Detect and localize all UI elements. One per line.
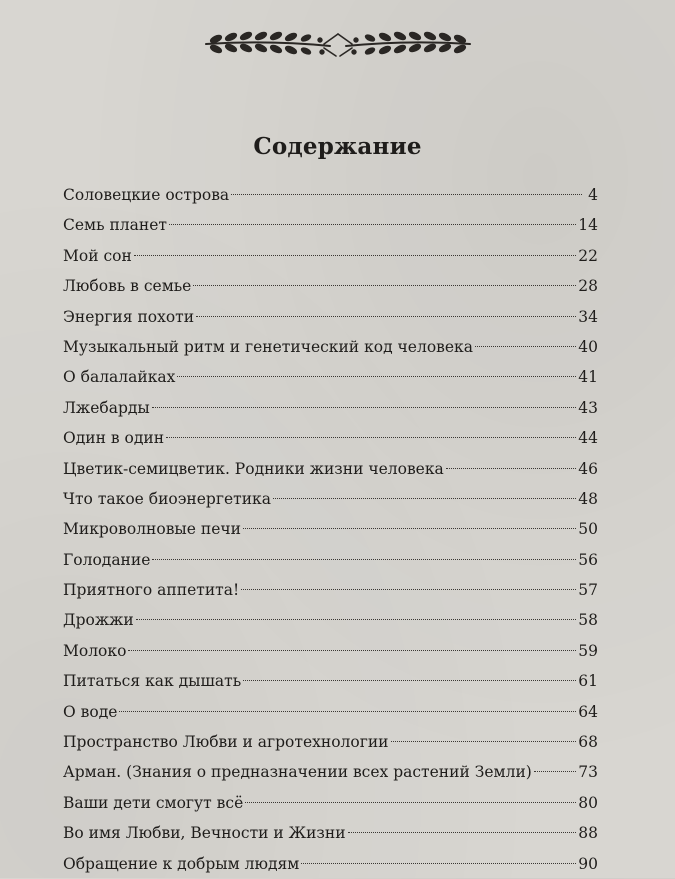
toc-entry <box>63 818 598 848</box>
toc-entry <box>63 271 598 301</box>
toc-dot-leader <box>193 285 576 286</box>
toc-entry-title: Лжебарды <box>63 398 150 417</box>
toc-entry-title: Один в один <box>63 429 165 448</box>
toc-entry-page-number: 43 <box>578 398 598 417</box>
toc-dot-leader <box>273 498 576 499</box>
toc-dot-leader <box>128 650 576 651</box>
toc-entry-title: Обращение к добрым людям <box>63 854 300 873</box>
toc-entry-page-number: 14 <box>578 216 598 235</box>
toc-entry-page-number: 80 <box>578 793 598 812</box>
page-title: Содержание <box>253 133 422 161</box>
toc-dot-leader <box>231 194 582 195</box>
toc-dot-leader <box>196 316 576 317</box>
toc-entry <box>63 454 598 484</box>
toc-entry-page-number: 50 <box>578 520 598 539</box>
toc-entry <box>63 332 598 362</box>
toc-entry <box>63 423 598 453</box>
toc-dot-leader <box>245 802 576 803</box>
toc-entry-page-number: 64 <box>578 702 598 721</box>
toc-entry-title: Энергия похоти <box>63 307 195 326</box>
toc-entry <box>63 788 598 818</box>
toc-dot-leader <box>152 559 576 560</box>
toc-entry-page-number: 88 <box>578 824 598 843</box>
toc-entry-page-number: 58 <box>578 611 598 630</box>
toc-dot-leader <box>241 589 576 590</box>
toc-entry-page-number: 57 <box>578 581 598 600</box>
toc-entry-title: О воде <box>63 702 118 721</box>
toc-dot-leader <box>177 376 576 377</box>
toc-entry <box>63 302 598 332</box>
toc-entry-page-number: 56 <box>578 550 598 569</box>
toc-entry-page-number: 4 <box>588 186 598 204</box>
toc-entry-title: Микроволновые печи <box>63 520 241 539</box>
toc-dot-leader <box>134 255 576 256</box>
toc-entry-title: Семь планет <box>63 216 167 235</box>
toc-entry-page-number: 34 <box>578 307 598 326</box>
toc-entry-title: Приятного аппетита! <box>63 581 240 600</box>
toc-entry-title: Любовь в семье <box>63 277 192 296</box>
toc-entry <box>63 393 598 423</box>
toc-entry <box>63 697 598 727</box>
toc-dot-leader <box>119 711 576 712</box>
table-of-contents <box>63 180 598 879</box>
toc-dot-leader <box>166 437 576 438</box>
toc-dot-leader <box>152 407 577 408</box>
toc-entry-page-number: 41 <box>578 368 598 387</box>
toc-dot-leader <box>446 468 576 469</box>
toc-entry-page-number: 48 <box>578 489 598 508</box>
toc-entry <box>63 757 598 787</box>
toc-entry-page-number: 46 <box>578 459 598 478</box>
toc-entry-title: Мой сон <box>63 246 132 265</box>
toc-entry-title: Питаться как дышать <box>63 672 242 691</box>
toc-entry-page-number: 90 <box>578 854 598 873</box>
toc-entry <box>63 514 598 544</box>
toc-entry-page-number: 73 <box>578 763 598 782</box>
toc-entry-title: Соловецкие острова <box>63 186 230 204</box>
toc-entry-page-number: 59 <box>578 641 598 660</box>
toc-entry-page-number: 44 <box>578 429 598 448</box>
toc-entry <box>63 362 598 392</box>
toc-entry-title: Голодание <box>63 550 151 569</box>
toc-dot-leader <box>169 224 576 225</box>
toc-dot-leader <box>136 619 577 620</box>
toc-entry-title: Что такое биоэнергетика <box>63 489 271 508</box>
toc-entry <box>63 605 598 635</box>
toc-entry <box>63 241 598 271</box>
toc-entry <box>63 727 598 757</box>
toc-entry <box>63 849 598 879</box>
toc-dot-leader <box>243 528 576 529</box>
toc-entry <box>63 545 598 575</box>
toc-entry-title: Молоко <box>63 641 127 660</box>
toc-dot-leader <box>475 346 576 347</box>
toc-entry-title: Цветик-семицветик. Родники жизни человека <box>63 459 444 478</box>
toc-entry-title: Пространство Любви и агротехнологии <box>63 733 389 752</box>
laurel-ornament-icon <box>0 22 675 62</box>
toc-entry <box>63 484 598 514</box>
toc-entry-page-number: 22 <box>578 246 598 265</box>
toc-entry-title: Дрожжи <box>63 611 134 630</box>
toc-entry-page-number: 61 <box>578 672 598 691</box>
toc-entry <box>63 210 598 240</box>
toc-dot-leader <box>301 863 576 864</box>
toc-entry-page-number: 40 <box>578 337 598 356</box>
toc-entry-title: Ваши дети смогут всё <box>63 793 244 812</box>
toc-entry-page-number: 28 <box>578 277 598 296</box>
toc-entry-title: Арман. (Знания о предназначении всех растений Земли) <box>63 763 532 782</box>
toc-entry <box>63 636 598 666</box>
toc-entry-title: Во имя Любви, Вечности и Жизни <box>63 824 346 843</box>
toc-entry-title: Музыкальный ритм и генетический код человека <box>63 337 473 356</box>
toc-entry <box>63 575 598 605</box>
toc-entry <box>63 180 598 210</box>
toc-dot-leader <box>348 832 577 833</box>
toc-dot-leader <box>391 741 577 742</box>
toc-entry-page-number: 68 <box>578 733 598 752</box>
toc-entry-title: О балалайках <box>63 368 176 387</box>
toc-dot-leader <box>534 771 576 772</box>
toc-entry <box>63 666 598 696</box>
toc-dot-leader <box>243 680 576 681</box>
laurel-branch-icon <box>198 22 478 62</box>
